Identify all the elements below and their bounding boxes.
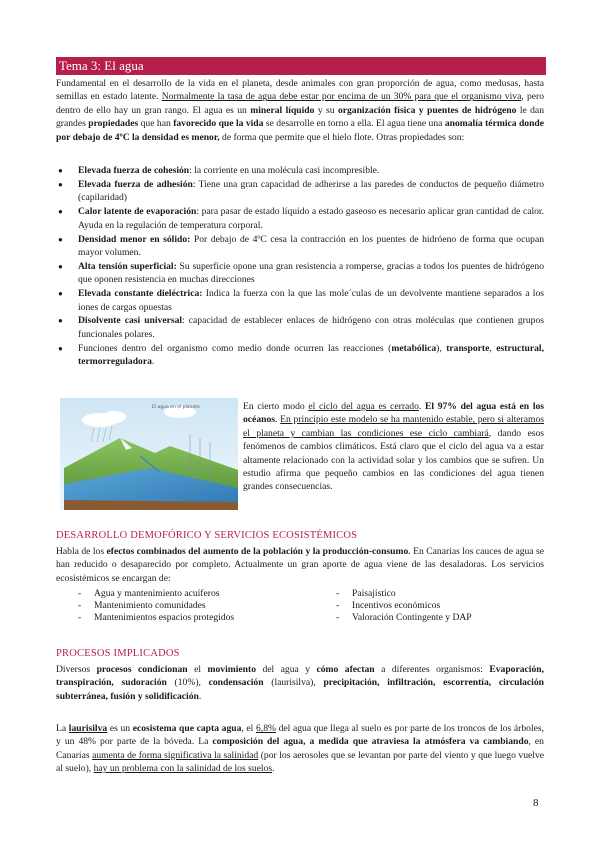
list-item (56, 314, 544, 341)
bold-text: Disolvente casi universal (78, 315, 183, 327)
text: : para pasar de estado líquido a estado gaseoso es necesario aplicar gran cantidad de calor. Ayuda en la regulación de temperatura corporal. (78, 206, 544, 231)
services-list-left (76, 588, 306, 625)
bold-text: efectos combinados del aumento de la población y la producción-consumo (106, 546, 409, 557)
text: que han (138, 118, 174, 130)
bold-underlined-text: laurisilva (68, 723, 108, 734)
list-item: - Mantenimiento comunidades (76, 600, 306, 612)
page-number: 8 (533, 797, 539, 809)
bold-text: El 97% del agua está en los océanos (243, 401, 545, 426)
underlined-text: hay un problema con la salinidad de los suelos (93, 763, 273, 775)
text: (10%), (166, 677, 209, 689)
underlined-text: el ciclo del agua es cerrado (308, 401, 419, 412)
bold-text: procesos condicionan (96, 664, 188, 675)
bold-text: anomalía térmica donde por debajo de 4ºC la densidad es menor, (56, 118, 545, 143)
text: ), (436, 342, 447, 354)
text: La (56, 723, 69, 734)
bold-text: precipitación, infiltración, escorrentía, circulación subterránea, fusión y solidificación (56, 677, 544, 702)
bold-text: metabólica (391, 342, 437, 354)
section-paragraph (56, 545, 544, 585)
bold-text: favorecido que la vida (173, 118, 264, 130)
list-item: - Agua y mantenimiento acuíferos (76, 588, 306, 600)
water-cycle-illustration (60, 398, 238, 510)
text: . En Canarias los cauces de agua se han reducido o desaparecido por completo. Actualmente un gran aporte de agua viene de las desaladoras. Los servicios ecosistémicos se encargan de: (56, 546, 544, 584)
section-heading: DESARROLLO DEMOFÓRICO Y SERVICIOS ECOSISTÉMICOS (56, 530, 358, 541)
text: , en Canarias (56, 736, 544, 761)
figure-label: El agua en el planeta (152, 405, 200, 410)
list-item: - Paisajístico (334, 588, 564, 600)
bold-text: ecosistema que capta agua (132, 723, 242, 734)
text: (por los aerosoles que se levantan por parte del viento y que luego vuelve al suelo), (56, 749, 544, 775)
list-item (56, 287, 544, 314)
text: y su (314, 104, 338, 116)
text: . (272, 763, 275, 775)
text: Indica la fuerza con la que las mole´culas de un devolvente mantiene separados a los iones de cargas opuestas (78, 288, 544, 313)
list-item (56, 178, 544, 205)
cloud (102, 411, 126, 423)
text: del agua que llega al suelo es por parte de los troncos de los árboles, y un 48% por parte de la bóveda. La (56, 723, 545, 748)
text: : capacidad de establecer enlaces de hidrógeno con otras moléculas que contienen grupos funcionales polares. (78, 315, 544, 340)
text: el (187, 664, 208, 675)
text: es un (107, 723, 133, 734)
properties-list (56, 164, 544, 369)
bold-text: Evaporación, transpiración, sudoración (56, 664, 544, 689)
bold-text: Densidad menor en sólido: (78, 233, 191, 245)
list-item (56, 205, 544, 232)
text: Su superficie opone una gran resistencia a romperse, gracias a todos los puentes de hidrógeno que oponen resistencia en muchas direcciones (78, 260, 544, 286)
list-item (56, 233, 544, 260)
section-paragraph (56, 663, 544, 703)
intro-paragraph (56, 77, 544, 144)
water-cycle-paragraph (243, 400, 544, 494)
underlined-text: aumenta de forma significativa la salinidad (92, 749, 259, 761)
text: de forma que permite que el hielo flote. Otras propiedades son: (219, 131, 465, 143)
text: , el (241, 723, 256, 734)
bold-text: cómo afectan (316, 664, 375, 675)
bold-text: Elevada constante dieléctrica: (78, 288, 203, 300)
underlined-text: 6,8% (256, 723, 276, 734)
section-heading: PROCESOS IMPLICADOS (56, 648, 180, 659)
text: , dando esos fenómenos de cambios climáticos. Está claro que el ciclo del agua va a estar altamente relacionado con la actividad solar y los cambios que se sufren. Un estudio afirma que pequeño cambios en las condiciones del agua tienen grandes consecuencias. (243, 427, 544, 493)
list-item: - Mantenimientos espacios protegidos (76, 612, 306, 624)
bold-text: Alta tensión superficial: (78, 260, 177, 272)
list-item (56, 260, 544, 287)
text: . (418, 401, 425, 412)
bold-text: estructural, termorreguladora (78, 342, 544, 368)
text: : la corriente en una molécula casi incompresible. (189, 165, 380, 176)
bold-text: transporte (446, 342, 490, 354)
bold-text: Elevada fuerza de cohesión (78, 165, 190, 176)
text: (laurisilva), (263, 677, 324, 689)
text: . (151, 356, 155, 368)
list-item (56, 342, 544, 369)
bold-text: Elevada fuerza de adhesión (78, 178, 193, 190)
text: le dan grandes (56, 104, 544, 130)
text: En cierto modo (243, 401, 309, 412)
list-item: - Valoración Contingente y DAP (334, 612, 564, 624)
text: del agua y (256, 664, 317, 675)
text: a diferentes organismos: (374, 664, 490, 675)
bold-text: composición del agua, a medida que atraviesa la atmósfera va cambiando (212, 736, 529, 748)
text: , (489, 342, 497, 354)
text: Fundamental en el desarrollo de la vida en el planeta, desde animales con gran proporción de agua, como medusas, hasta semillas en estado latente. (56, 78, 544, 103)
bold-text: movimiento (207, 664, 256, 675)
text: Funciones dentro del organismo como medio donde ocurren las reacciones ( (78, 342, 392, 354)
bold-text: condensación (208, 677, 264, 689)
page-title: Tema 3: El agua (56, 57, 546, 75)
underlined-text: En principio este modelo se ha mantenido estable, pero si alteramos el planeta y cambian las condiciones ese ciclo cambiará (243, 414, 544, 439)
services-list-right (334, 588, 564, 625)
text: Diversos (56, 664, 97, 675)
text: , pero dentro de ello hay un gran rango. El agua es un (56, 91, 544, 116)
text: se desarrolle en torno a ella. El agua tiene una (263, 118, 445, 130)
bold-text: propiedades (88, 118, 139, 130)
laurisilva-paragraph (56, 722, 544, 776)
text: Por debajo de 4ºC cesa la contracción en los puentes de hidróeno de forma que ocupan mayor volumen. (78, 233, 544, 258)
list-item (56, 164, 544, 177)
text: . (198, 690, 202, 702)
list-item: - Incentivos económicos (334, 600, 564, 612)
bold-text: organización física y puentes de hidrógeno (337, 104, 517, 116)
text: : Tiene una gran capacidad de adherirse a las paredes de conductos de pequeño diámetro (capilaridad) (78, 178, 544, 204)
text: Habla de los (56, 546, 107, 557)
bold-text: mineral líquido (250, 104, 315, 116)
underlined-text: Normalmente la tasa de agua debe estar por encima de un 30% para que el organismo viva (161, 91, 522, 103)
bold-text: Calor latente de evaporación (78, 206, 197, 218)
text: . (274, 414, 281, 426)
